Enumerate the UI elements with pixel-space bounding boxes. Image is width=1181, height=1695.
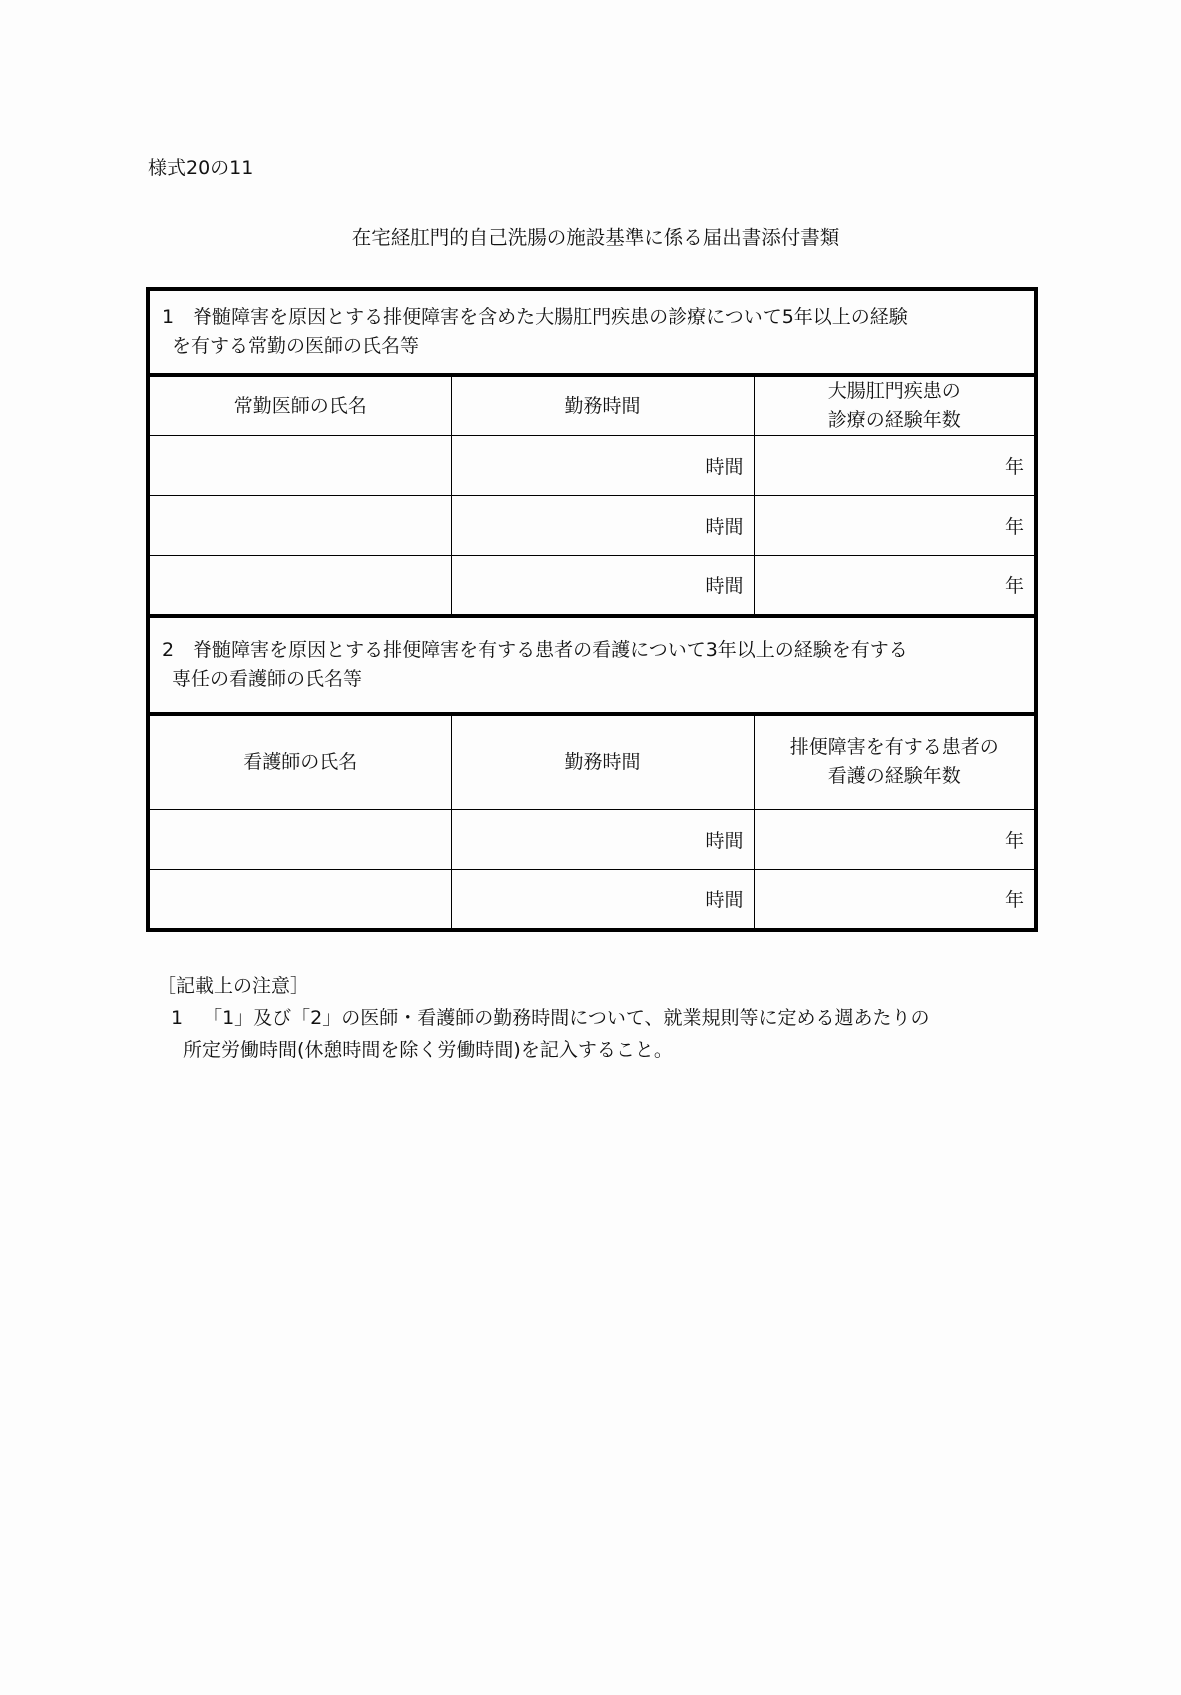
section2-column-header-row [148, 714, 1036, 810]
section1-heading-row [148, 289, 1036, 375]
section2-heading [148, 616, 1036, 714]
experience-years-field[interactable]: 年 [754, 556, 1036, 616]
work-hours-field[interactable]: 時間 [451, 870, 754, 930]
notes-heading: ［記載上の注意］ [157, 975, 310, 997]
table-row [148, 810, 1036, 870]
doctor-name-field[interactable] [148, 436, 451, 496]
entry-notes [157, 970, 930, 1066]
col-header-nursing-experience-years: 排便障害を有する患者の 看護の経験年数 [754, 714, 1036, 810]
doctor-name-field[interactable] [148, 556, 451, 616]
section1-heading-line2: を有する常勤の医師の氏名等 [172, 335, 420, 357]
experience-years-field[interactable]: 年 [754, 870, 1036, 930]
table-row [148, 496, 1036, 556]
table-row [148, 436, 1036, 496]
experience-years-field[interactable]: 年 [754, 496, 1036, 556]
document-title: 在宅経肛門的自己洗腸の施設基準に係る届出書添付書類 [351, 226, 840, 249]
col-header-nurse-name: 看護師の氏名 [148, 714, 451, 810]
work-hours-field[interactable]: 時間 [451, 810, 754, 870]
note-text-line2: 所定労働時間(休憩時間を除く労働時間)を記入すること。 [183, 1039, 673, 1061]
form-number: 様式20の11 [148, 157, 254, 179]
nurse-name-field[interactable] [148, 870, 451, 930]
note-text-line1: 「1」及び「2」の医師・看護師の勤務時間について、就業規則等に定める週あたりの [203, 1007, 930, 1029]
nurse-name-field[interactable] [148, 810, 451, 870]
doctor-name-field[interactable] [148, 496, 451, 556]
work-hours-field[interactable]: 時間 [451, 496, 754, 556]
section1-column-header-row [148, 375, 1036, 436]
section2-heading-row [148, 616, 1036, 714]
table-row [148, 870, 1036, 930]
section2-heading-line2: 専任の看護師の氏名等 [172, 667, 363, 690]
col-header-experience-years: 大腸肛門疾患の 診療の経験年数 [754, 375, 1036, 436]
note-number: 1 [171, 1007, 184, 1029]
note-item-1 [157, 1002, 930, 1034]
application-form-table [146, 287, 1038, 932]
section1-heading-line1: 1 脊髄障害を原因とする排便障害を含めた大腸肛門疾患の診療について5年以上の経験 [162, 306, 908, 328]
experience-years-field[interactable]: 年 [754, 436, 1036, 496]
table-row [148, 556, 1036, 616]
section1-heading [148, 289, 1036, 375]
section2-heading-line1: 2 脊髄障害を原因とする排便障害を有する患者の看護について3年以上の経験を有する [162, 638, 908, 661]
col-header-work-hours: 勤務時間 [451, 375, 754, 436]
col-header-doctor-name: 常勤医師の氏名 [148, 375, 451, 436]
work-hours-field[interactable]: 時間 [451, 436, 754, 496]
experience-years-field[interactable]: 年 [754, 810, 1036, 870]
work-hours-field[interactable]: 時間 [451, 556, 754, 616]
col-header-work-hours: 勤務時間 [451, 714, 754, 810]
